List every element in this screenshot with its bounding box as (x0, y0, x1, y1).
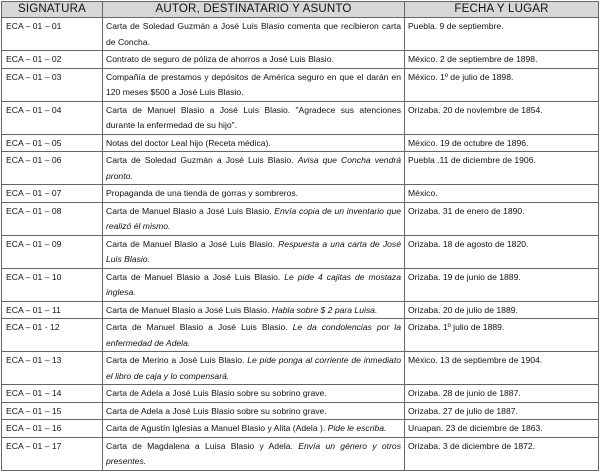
header-row (2, 2, 599, 18)
cell-description (103, 68, 405, 101)
description-text: Carta de Adela a José Luis Blasio sobre su sobrino grave. (106, 405, 327, 416)
cell-signatura: ECA – 01 – 09 (2, 235, 103, 268)
table-row (2, 202, 599, 235)
cell-description (103, 385, 405, 403)
cell-date-place: México. 1º de julio de 1898. (405, 68, 599, 101)
description-italic-text: Le pide ponga al corriente de inmediato el libro de caja y lo compensará. (106, 355, 401, 381)
cell-description (103, 101, 405, 134)
cell-description (103, 268, 405, 301)
description-text: Carta de Manuel Blasio a José Luis Blasio. (106, 322, 288, 332)
cell-signatura: ECA – 01 – 04 (2, 101, 103, 134)
table-row (2, 51, 599, 69)
table-row (2, 385, 599, 403)
cell-date-place: Puebla .11 de diciembre de 1906. (405, 152, 599, 185)
description-text: Carta de Merino a José Luis Blasio. (106, 355, 245, 365)
cell-description (103, 301, 405, 319)
description-text: Carta de Soledad Guzmán a José Luis Blasio comenta que recibieron carta de Concha. (106, 21, 401, 47)
cell-date-place: México. 19 de octubre de 1896. (405, 134, 599, 152)
header-fecha-lugar: FECHA Y LUGAR (405, 2, 599, 18)
table-row (2, 268, 599, 301)
cell-description (103, 402, 405, 420)
description-italic-text: Le pide 4 cajitas de mostaza inglesa. (106, 271, 401, 297)
cell-description (103, 152, 405, 185)
cell-description (103, 202, 405, 235)
table-row (2, 402, 599, 420)
description-text: Carta de Manuel Blasio a José Luis Blasio. "Agradece sus atenciones durante la enfermedad de su hijo". (106, 104, 401, 130)
table-row (2, 185, 599, 203)
cell-signatura: ECA – 01 – 10 (2, 268, 103, 301)
description-italic-text: Envía copia de un inventario que realizó él mismo. (106, 205, 401, 231)
description-text: Carta de Magdalena a Luisa Blasio y Adela. (106, 440, 293, 451)
cell-date-place: México. (405, 185, 599, 203)
cell-date-place: Puebla. 9 de septiembre. (405, 18, 599, 51)
cell-description (103, 437, 405, 470)
cell-description (103, 420, 405, 438)
cell-signatura: ECA – 01 – 07 (2, 185, 103, 203)
cell-signatura: ECA – 01 – 16 (2, 420, 103, 438)
cell-date-place: Orizaba. 18 de agosto de 1820. (405, 235, 599, 268)
cell-date-place: Orizaba. 1º julio de 1889. (405, 319, 599, 352)
header-signatura: SIGNATURA (2, 2, 103, 18)
cell-description (103, 134, 405, 152)
description-text: Carta de Manuel Blasio a José Luis Blasio. (106, 205, 272, 216)
cell-signatura: ECA – 01 – 15 (2, 402, 103, 420)
description-text: Carta de Manuel Blasio a José Luis Blasio. (106, 304, 270, 315)
cell-date-place: Orizaba. 20 de noviembre de 1854. (405, 101, 599, 134)
cell-description (103, 18, 405, 51)
table-row (2, 319, 599, 352)
cell-date-place: Uruapan. 23 de diciembre de 1863. (405, 420, 599, 438)
cell-date-place: Orizaba. 20 de julio de 1889. (405, 301, 599, 319)
cell-signatura: ECA – 01 – 02 (2, 51, 103, 69)
description-italic-text: Avisa que Concha vendrá pronto. (106, 155, 402, 181)
header-autor-destinatario-asunto: AUTOR, DESTINATARIO Y ASUNTO (103, 2, 405, 18)
description-text: Contrato de seguro de póliza de ahorros a José Luis Blasio. (106, 54, 334, 64)
cell-signatura: ECA – 01 – 14 (2, 385, 103, 403)
cell-signatura: ECA – 01 – 03 (2, 68, 103, 101)
table-row (2, 352, 599, 385)
cell-date-place: Orizaba. 28 de junio de 1887. (405, 385, 599, 403)
cell-date-place: México. 2 de septiembre de 1898. (405, 51, 599, 69)
cell-signatura: ECA – 01 – 01 (2, 18, 103, 51)
cell-signatura: ECA – 01 – 06 (2, 152, 103, 185)
description-text: Carta de Manuel Blasio a José Luis Blasio. (106, 271, 281, 282)
description-italic-text: Habla sobre $ 2 para Luisa. (271, 304, 378, 315)
cell-description (103, 352, 405, 385)
description-text: Carta de Agustín Iglesias a Manuel Blasio y Alita (Adela ). (106, 423, 326, 433)
table-row (2, 134, 599, 152)
cell-description (103, 235, 405, 268)
description-text: Carta de Manuel Blasio a José Luis Blasio. (106, 238, 275, 249)
cell-date-place: Orizaba. 19 de junio de 1889. (405, 268, 599, 301)
table-row (2, 152, 599, 185)
description-text: Notas del doctor Leal hijo (Receta médica). (106, 137, 271, 148)
cell-date-place: Orizaba. 31 de enero de 1890. (405, 202, 599, 235)
cell-description (103, 185, 405, 203)
description-text: Propaganda de una tienda de gorras y sombreros. (106, 188, 299, 198)
cell-signatura: ECA – 01 - 12 (2, 319, 103, 352)
cell-date-place: Orizaba. 27 de julio de 1887. (405, 402, 599, 420)
table-row (2, 68, 599, 101)
table-row (2, 301, 599, 319)
cell-signatura: ECA – 01 – 05 (2, 134, 103, 152)
table-row (2, 18, 599, 51)
cell-signatura: ECA – 01 – 11 (2, 301, 103, 319)
table-row (2, 420, 599, 438)
cell-description (103, 319, 405, 352)
description-text: Carta de Soledad Guzmán a José Luis Blasio. (106, 155, 294, 165)
cell-date-place: México. 13 de septiembre de 1904. (405, 352, 599, 385)
cell-description (103, 51, 405, 69)
description-italic-text: Le da condolencias por la enfermedad de Adela. (106, 322, 401, 348)
cell-signatura: ECA – 01 – 17 (2, 437, 103, 470)
description-text: Carta de Adela a José Luis Blasio sobre su sobrino grave. (106, 388, 327, 398)
table-row (2, 235, 599, 268)
description-italic-text: Envía un género y otros presentes. (106, 440, 402, 466)
cell-date-place: Orizaba. 3 de diciembre de 1872. (405, 437, 599, 470)
table-row (2, 101, 599, 134)
cell-signatura: ECA – 01 – 13 (2, 352, 103, 385)
table-row (2, 437, 599, 470)
description-italic-text: Respuesta a una carta de José Luis Blasio. (106, 238, 401, 264)
description-italic-text: Pide le escriba. (327, 423, 387, 433)
description-text: Compañía de prestamos y depósitos de América seguro en que el darán en 120 meses $500 a José Luis Blasio. (106, 71, 401, 97)
catalog-table (1, 1, 599, 471)
cell-signatura: ECA – 01 – 08 (2, 202, 103, 235)
